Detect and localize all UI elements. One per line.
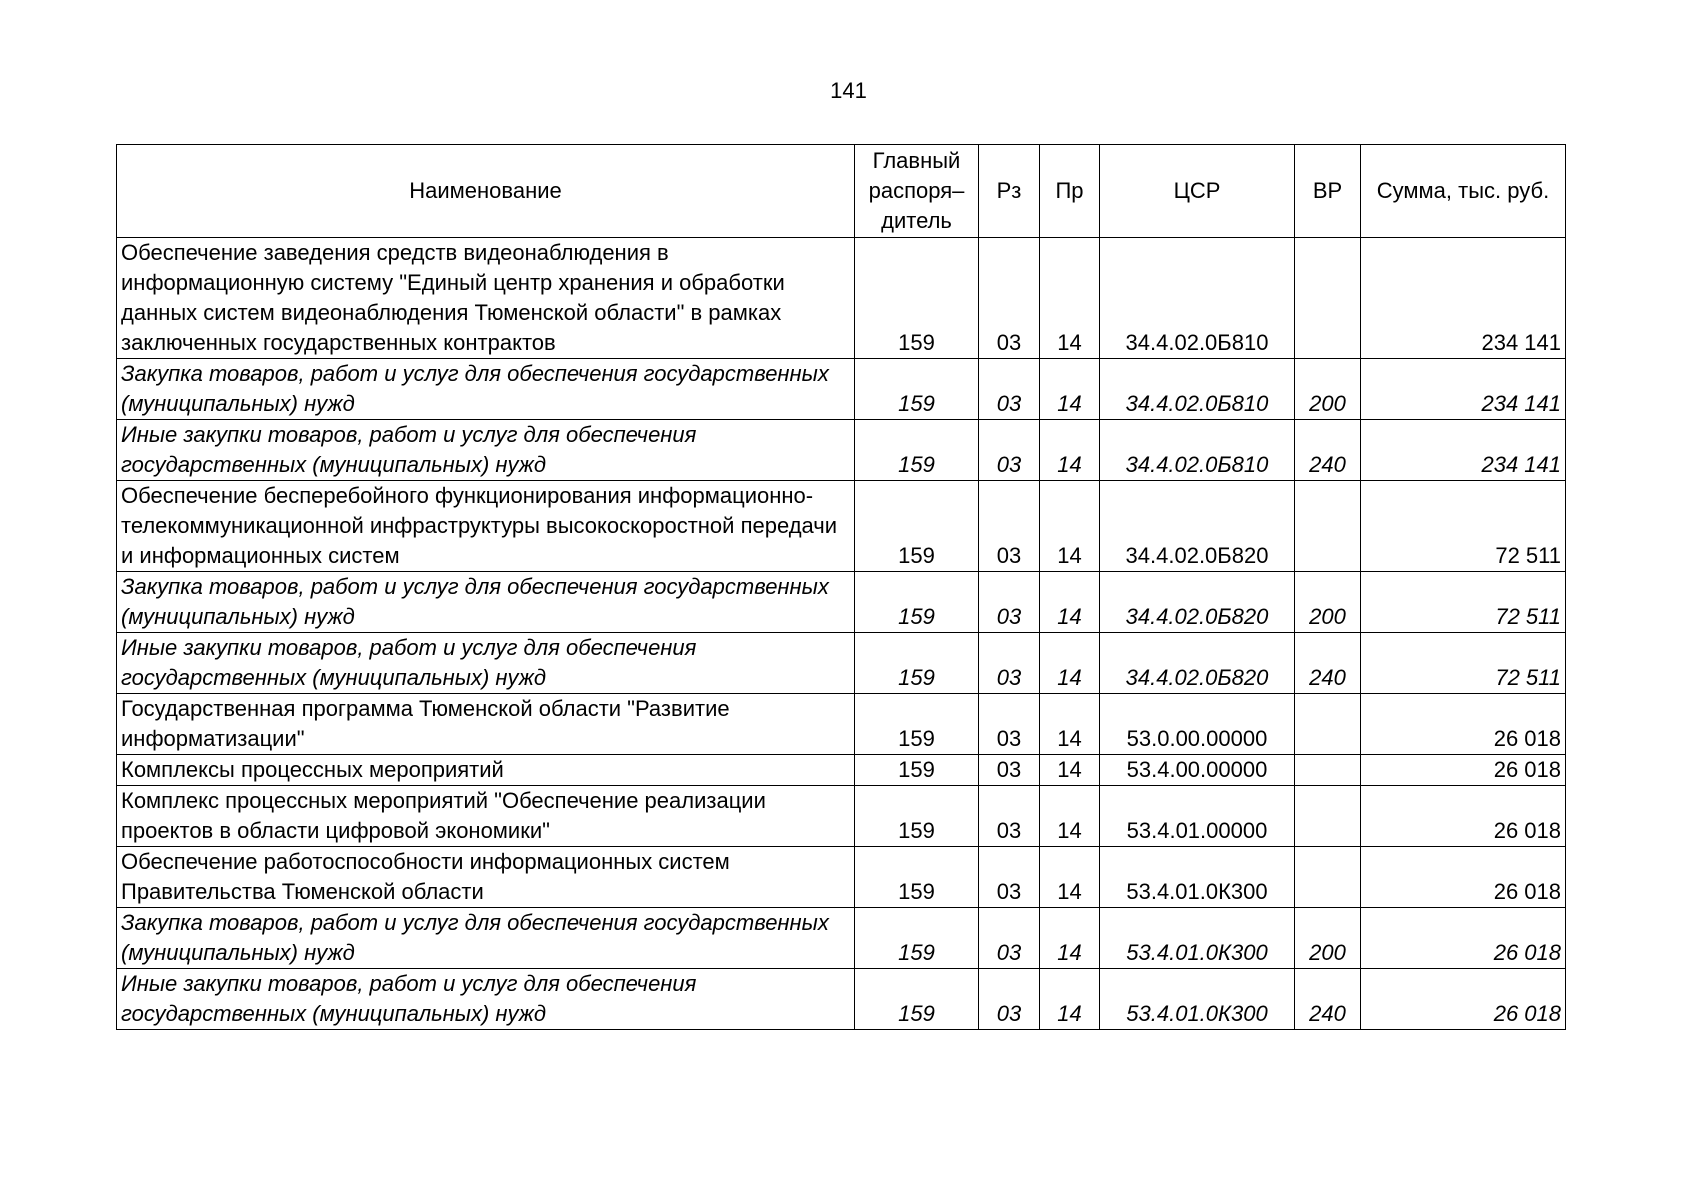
table-row <box>117 755 1566 786</box>
cell-vr: 240 <box>1295 420 1361 481</box>
cell-pr: 14 <box>1040 481 1100 572</box>
table-row <box>117 969 1566 1030</box>
cell-pr: 14 <box>1040 694 1100 755</box>
cell-csr: 53.4.00.00000 <box>1100 755 1295 786</box>
cell-rz: 03 <box>979 969 1040 1030</box>
cell-vr: 240 <box>1295 633 1361 694</box>
cell-name: Иные закупки товаров, работ и услуг для обеспечения государственных (муниципальных) нужд <box>117 420 855 481</box>
cell-name: Обеспечение работоспособности информационных систем Правительства Тюменской области <box>117 847 855 908</box>
header-pr: Пр <box>1040 145 1100 238</box>
cell-sum: 234 141 <box>1361 359 1566 420</box>
cell-csr: 34.4.02.0Б810 <box>1100 359 1295 420</box>
header-glavny-rasporyaditel: Главный распоря– дитель <box>855 145 979 238</box>
cell-vr <box>1295 481 1361 572</box>
cell-rz: 03 <box>979 633 1040 694</box>
cell-rz: 03 <box>979 694 1040 755</box>
cell-rz: 03 <box>979 238 1040 359</box>
cell-name: Комплексы процессных мероприятий <box>117 755 855 786</box>
cell-vr: 200 <box>1295 359 1361 420</box>
cell-csr: 34.4.02.0Б820 <box>1100 481 1295 572</box>
budget-table <box>116 144 1566 1030</box>
cell-csr: 34.4.02.0Б810 <box>1100 238 1295 359</box>
table-row <box>117 572 1566 633</box>
cell-pr: 14 <box>1040 633 1100 694</box>
cell-vr <box>1295 238 1361 359</box>
table-row <box>117 420 1566 481</box>
cell-csr: 53.4.01.00000 <box>1100 786 1295 847</box>
cell-vr <box>1295 755 1361 786</box>
cell-sum: 26 018 <box>1361 786 1566 847</box>
cell-rz: 03 <box>979 359 1040 420</box>
cell-pr: 14 <box>1040 969 1100 1030</box>
header-csr: ЦСР <box>1100 145 1295 238</box>
cell-name: Закупка товаров, работ и услуг для обеспечения государственных (муниципальных) нужд <box>117 908 855 969</box>
cell-name: Иные закупки товаров, работ и услуг для обеспечения государственных (муниципальных) нужд <box>117 633 855 694</box>
cell-rz: 03 <box>979 572 1040 633</box>
cell-rz: 03 <box>979 786 1040 847</box>
cell-rz: 03 <box>979 847 1040 908</box>
cell-sum: 26 018 <box>1361 969 1566 1030</box>
cell-csr: 53.0.00.00000 <box>1100 694 1295 755</box>
cell-glavny-rasporyaditel: 159 <box>855 238 979 359</box>
header-name: Наименование <box>117 145 855 238</box>
cell-glavny-rasporyaditel: 159 <box>855 908 979 969</box>
cell-glavny-rasporyaditel: 159 <box>855 694 979 755</box>
cell-csr: 53.4.01.0К300 <box>1100 847 1295 908</box>
cell-sum: 234 141 <box>1361 238 1566 359</box>
cell-name: Закупка товаров, работ и услуг для обеспечения государственных (муниципальных) нужд <box>117 359 855 420</box>
page-number: 141 <box>830 78 867 103</box>
cell-sum: 26 018 <box>1361 847 1566 908</box>
cell-rz: 03 <box>979 908 1040 969</box>
header-vr: ВР <box>1295 145 1361 238</box>
header-sum: Сумма, тыс. руб. <box>1361 145 1566 238</box>
cell-vr <box>1295 786 1361 847</box>
cell-rz: 03 <box>979 755 1040 786</box>
table-row <box>117 908 1566 969</box>
cell-sum: 26 018 <box>1361 694 1566 755</box>
cell-csr: 53.4.01.0К300 <box>1100 969 1295 1030</box>
table-row <box>117 786 1566 847</box>
header-rz: Рз <box>979 145 1040 238</box>
cell-name: Обеспечение заведения средств видеонаблюдения в информационную систему "Единый центр хранения и обработки данных систем видеонаблюдения Тюменской области" в рамках заключенных государственных контрактов <box>117 238 855 359</box>
cell-name: Обеспечение бесперебойного функционирования информационно-телекоммуникационной инфраструктуры высокоскоростной передачи и информационных систем <box>117 481 855 572</box>
cell-name: Иные закупки товаров, работ и услуг для обеспечения государственных (муниципальных) нужд <box>117 969 855 1030</box>
cell-name: Комплекс процессных мероприятий "Обеспечение реализации проектов в области цифровой экономики" <box>117 786 855 847</box>
cell-csr: 34.4.02.0Б820 <box>1100 572 1295 633</box>
cell-rz: 03 <box>979 481 1040 572</box>
cell-sum: 234 141 <box>1361 420 1566 481</box>
cell-glavny-rasporyaditel: 159 <box>855 786 979 847</box>
table-row <box>117 359 1566 420</box>
table-row <box>117 481 1566 572</box>
cell-name: Закупка товаров, работ и услуг для обеспечения государственных (муниципальных) нужд <box>117 572 855 633</box>
cell-sum: 26 018 <box>1361 908 1566 969</box>
cell-glavny-rasporyaditel: 159 <box>855 755 979 786</box>
cell-glavny-rasporyaditel: 159 <box>855 359 979 420</box>
cell-pr: 14 <box>1040 572 1100 633</box>
cell-pr: 14 <box>1040 847 1100 908</box>
cell-sum: 72 511 <box>1361 481 1566 572</box>
table-header-row <box>117 145 1566 238</box>
cell-csr: 53.4.01.0К300 <box>1100 908 1295 969</box>
cell-glavny-rasporyaditel: 159 <box>855 633 979 694</box>
cell-glavny-rasporyaditel: 159 <box>855 969 979 1030</box>
cell-pr: 14 <box>1040 908 1100 969</box>
cell-glavny-rasporyaditel: 159 <box>855 420 979 481</box>
table-body <box>117 238 1566 1030</box>
table-row <box>117 694 1566 755</box>
cell-pr: 14 <box>1040 238 1100 359</box>
cell-csr: 34.4.02.0Б810 <box>1100 420 1295 481</box>
cell-vr: 200 <box>1295 908 1361 969</box>
table-row <box>117 633 1566 694</box>
table-row <box>117 847 1566 908</box>
cell-sum: 72 511 <box>1361 633 1566 694</box>
cell-pr: 14 <box>1040 420 1100 481</box>
cell-pr: 14 <box>1040 755 1100 786</box>
cell-glavny-rasporyaditel: 159 <box>855 847 979 908</box>
cell-sum: 72 511 <box>1361 572 1566 633</box>
cell-pr: 14 <box>1040 786 1100 847</box>
cell-vr <box>1295 694 1361 755</box>
cell-glavny-rasporyaditel: 159 <box>855 481 979 572</box>
table-row <box>117 238 1566 359</box>
cell-vr: 200 <box>1295 572 1361 633</box>
cell-name: Государственная программа Тюменской области "Развитие информатизации" <box>117 694 855 755</box>
cell-rz: 03 <box>979 420 1040 481</box>
cell-glavny-rasporyaditel: 159 <box>855 572 979 633</box>
cell-sum: 26 018 <box>1361 755 1566 786</box>
cell-vr: 240 <box>1295 969 1361 1030</box>
cell-csr: 34.4.02.0Б820 <box>1100 633 1295 694</box>
cell-pr: 14 <box>1040 359 1100 420</box>
cell-vr <box>1295 847 1361 908</box>
